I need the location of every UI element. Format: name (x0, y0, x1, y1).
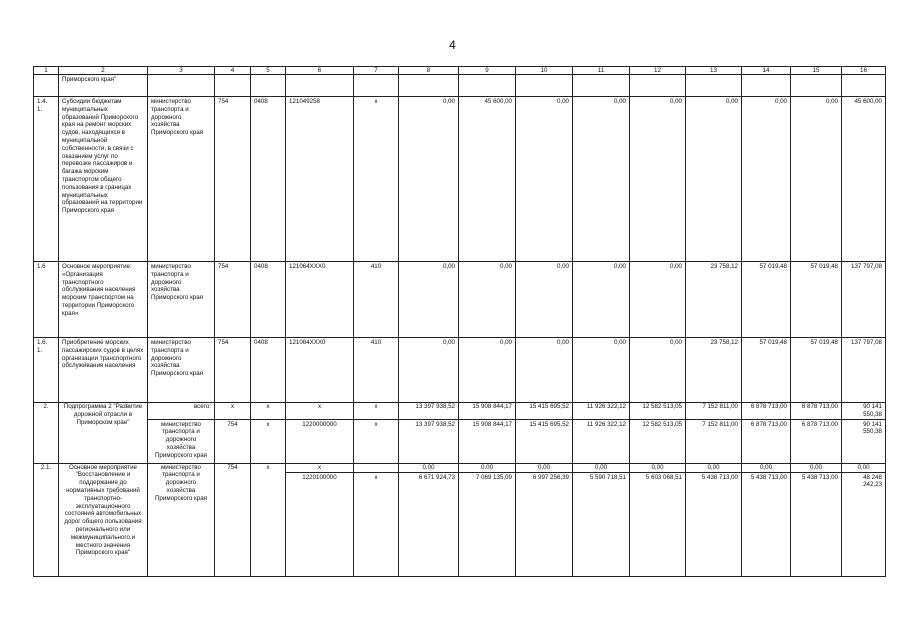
table-cell: x (286, 463, 354, 472)
table-cell: 57 019,48 (791, 262, 842, 338)
table-cell: 0,00 (399, 262, 459, 338)
table-cell: 0,00 (842, 463, 886, 472)
column-header: 15 (791, 67, 842, 75)
table-cell: 6 997 256,39 (516, 472, 573, 576)
table-cell: 0,00 (459, 338, 516, 403)
table-cell: 0,00 (516, 97, 573, 262)
table-cell: 11 926 322,12 (573, 403, 630, 420)
table-cell: министерство транспорта и дорожного хозяйства Приморского края (148, 97, 215, 262)
table-cell: 5 438 713,00 (791, 472, 842, 576)
table-cell (742, 75, 791, 97)
table-cell: 6 878 713,00 (791, 403, 842, 420)
table-cell: 0,00 (742, 463, 791, 472)
table-cell: 5 590 718,51 (573, 472, 630, 576)
table-cell: 0,00 (573, 97, 630, 262)
table-cell: 1.6. 1. (34, 338, 59, 403)
table-cell: 13 397 938,52 (399, 403, 459, 420)
table-cell (251, 75, 286, 97)
table-cell: 0,00 (516, 463, 573, 472)
row-2-1-top (34, 463, 886, 472)
table-cell (459, 75, 516, 97)
program2-exec-row (34, 419, 886, 463)
table-cell: 12 582 513,05 (630, 419, 686, 463)
table-cell: x (215, 403, 251, 420)
table-cell: 45 600,00 (459, 97, 516, 262)
table-cell: Подпрограмма 2 "Развитие дорожной отрасли в Приморском крае" (59, 403, 148, 464)
table-cell (842, 75, 886, 97)
table-cell: Основное мероприятие "Восстановление и поддержание до нормативных требований транспортно-эксплуатационного состояния автомобильных дорог общего пользования регионального или межмуниципального и местного значения Приморского края" (59, 463, 148, 576)
column-header: 13 (686, 67, 742, 75)
table-row (34, 97, 886, 262)
table-cell: 6 878 713,00 (791, 419, 842, 463)
table-cell: 0,00 (686, 463, 742, 472)
table-cell: 57 019,48 (742, 262, 791, 338)
table-cell (215, 75, 251, 97)
column-header: 10 (516, 67, 573, 75)
table-cell: 754 (215, 97, 251, 262)
table-cell: x (286, 403, 354, 420)
table-cell: 0,00 (399, 338, 459, 403)
column-header-row (34, 67, 886, 75)
table-cell: 7 069 135,09 (459, 472, 516, 576)
table-cell: 754 (215, 262, 251, 338)
table-cell: 0,00 (399, 97, 459, 262)
column-header: 14 (742, 67, 791, 75)
table-cell: 0,00 (630, 463, 686, 472)
table-cell: 0,00 (791, 463, 842, 472)
table-cell: 5 603 068,51 (630, 472, 686, 576)
table-cell: 0,00 (459, 463, 516, 472)
table-row (34, 75, 886, 97)
table-cell: 2.1. (34, 463, 59, 576)
table-cell: 410 (354, 262, 399, 338)
table-row (34, 262, 886, 338)
table-cell: 7 152 811,00 (686, 419, 742, 463)
table-cell: 13 397 938,52 (399, 419, 459, 463)
table-cell: 5 438 713,00 (742, 472, 791, 576)
table-cell: x (354, 403, 399, 420)
table-cell: министерство транспорта и дорожного хозяйства Приморского края (148, 463, 215, 576)
table-cell: 1.4. 1. (34, 97, 59, 262)
table-cell: 754 (215, 463, 251, 576)
table-cell (686, 75, 742, 97)
table-cell: 45 600,00 (842, 97, 886, 262)
table-cell: 0408 (251, 338, 286, 403)
column-header: 4 (215, 67, 251, 75)
table-cell: 23 758,12 (686, 338, 742, 403)
table-cell: 0,00 (742, 97, 791, 262)
table-cell: 0,00 (573, 262, 630, 338)
table-cell: 0,00 (459, 262, 516, 338)
table-cell: 11 926 322,12 (573, 419, 630, 463)
table-cell: 121064XXX0 (286, 338, 354, 403)
table-cell: 0,00 (573, 463, 630, 472)
table-cell: 0,00 (630, 97, 686, 262)
table-cell: 0,00 (686, 97, 742, 262)
table-cell: всего: (148, 403, 215, 420)
table-cell: x (354, 419, 399, 463)
table-cell (354, 75, 399, 97)
table-cell: 6 878 713,00 (742, 419, 791, 463)
column-header: 16 (842, 67, 886, 75)
table-cell (573, 75, 630, 97)
table-cell: 0,00 (791, 97, 842, 262)
table-cell: 754 (215, 419, 251, 463)
table-cell: 6 671 924,73 (399, 472, 459, 576)
table-cell: x (354, 472, 399, 576)
budget-table (33, 66, 886, 577)
table-cell: 121064XXX0 (286, 262, 354, 338)
table-cell: 57 019,48 (791, 338, 842, 403)
table-cell: 0408 (251, 262, 286, 338)
column-header: 11 (573, 67, 630, 75)
table-cell: 12 582 513,05 (630, 403, 686, 420)
column-header: 12 (630, 67, 686, 75)
column-header: 6 (286, 67, 354, 75)
table-cell: 15 908 844,17 (459, 419, 516, 463)
column-header: 3 (148, 67, 215, 75)
table-cell (791, 75, 842, 97)
table-cell: 1220100000 (286, 472, 354, 576)
table-cell: 57 019,48 (742, 338, 791, 403)
table-cell: 0,00 (630, 338, 686, 403)
table-cell (516, 75, 573, 97)
table-cell: Приморского края" (59, 75, 148, 97)
table-cell: 48 248 242,23 (842, 472, 886, 576)
program2-total-row (34, 403, 886, 420)
table-cell: 90 141 550,38 (842, 403, 886, 420)
table-cell: 15 908 844,17 (459, 403, 516, 420)
table-cell: Основное мероприятие: «Организация транспортного обслуживания населения морским транспортом на территории Приморского края» (59, 262, 148, 338)
table-cell: 754 (215, 338, 251, 403)
table-cell: 137 797,08 (842, 262, 886, 338)
table-cell: министерство транспорта и дорожного хозяйства Приморского края (148, 419, 215, 463)
column-header: 5 (251, 67, 286, 75)
table-cell: 90 141 550,38 (842, 419, 886, 463)
table-cell: 5 438 713,00 (686, 472, 742, 576)
table-cell: 15 415 695,52 (516, 419, 573, 463)
table-cell: 0,00 (573, 338, 630, 403)
table-cell: 137 797,08 (842, 338, 886, 403)
table-cell: 1.6 (34, 262, 59, 338)
column-header: 2 (59, 67, 148, 75)
page-number: 4 (449, 38, 456, 52)
table-cell: 0,00 (630, 262, 686, 338)
table-cell (148, 75, 215, 97)
table-cell: 6 878 713,00 (742, 403, 791, 420)
table-cell: 2. (34, 403, 59, 464)
table-cell: 0,00 (399, 463, 459, 472)
table-cell: x (251, 419, 286, 463)
column-header: 7 (354, 67, 399, 75)
table-cell: 7 152 811,00 (686, 403, 742, 420)
table-cell (630, 75, 686, 97)
table-cell: 0,00 (516, 262, 573, 338)
table-cell: 23 758,12 (686, 262, 742, 338)
table-cell: 0408 (251, 97, 286, 262)
table-cell: министерство транспорта и дорожного хозяйства Приморского края (148, 338, 215, 403)
table-cell: 121049258 (286, 97, 354, 262)
table-cell: 0,00 (516, 338, 573, 403)
table-cell: 1220000000 (286, 419, 354, 463)
table-cell (286, 75, 354, 97)
table-cell: министерство транспорта и дорожного хозяйства Приморского края (148, 262, 215, 338)
table-cell: 410 (354, 338, 399, 403)
table-cell: x (251, 463, 286, 576)
column-header: 8 (399, 67, 459, 75)
table-cell (354, 463, 399, 472)
table-cell (34, 75, 59, 97)
table-cell: x (251, 403, 286, 420)
column-header: 1 (34, 67, 59, 75)
table-cell (399, 75, 459, 97)
table-cell: Приобретение морских пассажирских судов в целях организации транспортного обслуживания населения (59, 338, 148, 403)
table-cell: 15 415 695,52 (516, 403, 573, 420)
table-cell: Субсидии бюджетам муниципальных образований Приморского края на ремонт морских судов, находящихся в муниципальной собственности, в связи с оказанием услуг по перевозке пассажиров и багажа морским транспортом общего пользования в границах муниципальных образований на территории Приморского края (59, 97, 148, 262)
table-cell: x (354, 97, 399, 262)
column-header: 9 (459, 67, 516, 75)
table-row (34, 338, 886, 403)
